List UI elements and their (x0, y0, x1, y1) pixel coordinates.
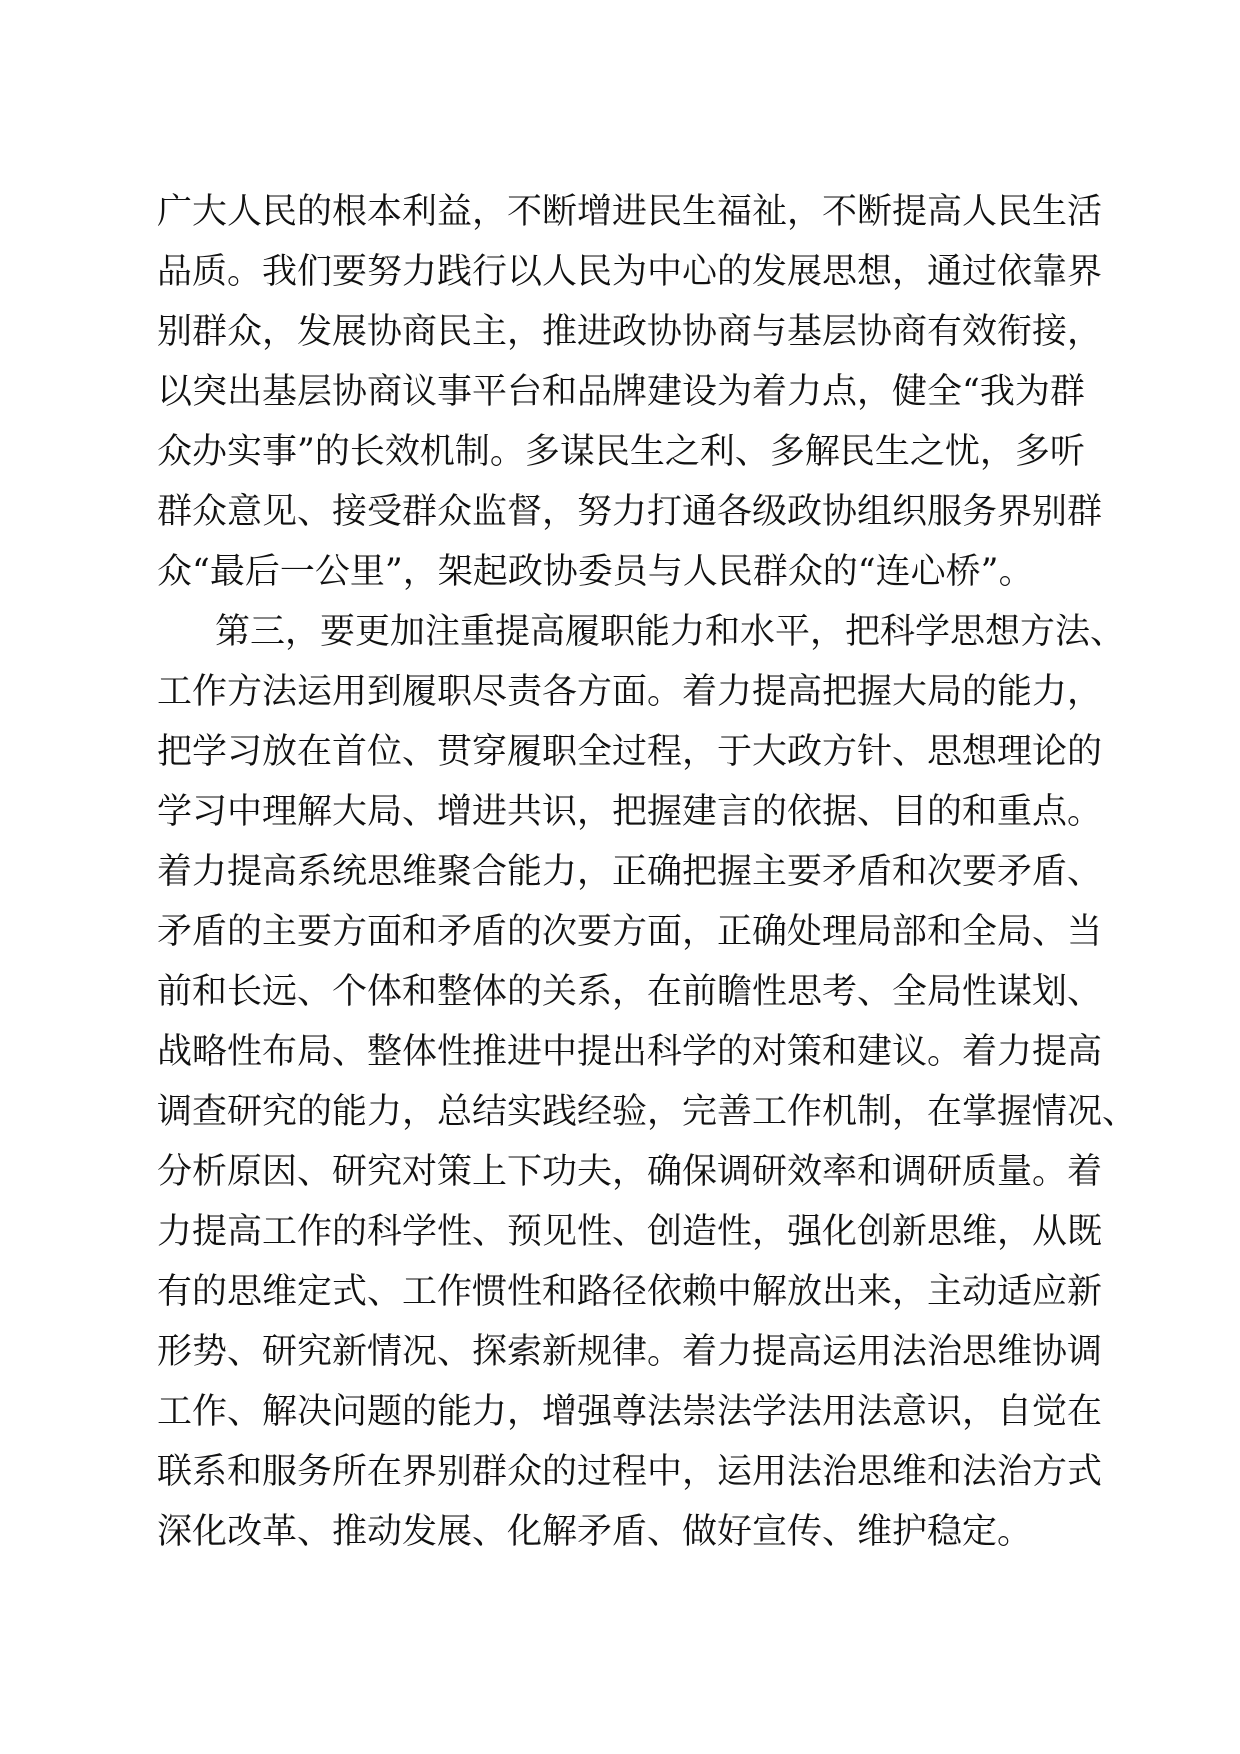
text-line: 有的思维定式、工作惯性和路径依赖中解放出来，主动适应新 (157, 1272, 1103, 1312)
text-line: 众“最后一公里”，架起政协委员与人民群众的“连心桥”。 (157, 552, 1034, 592)
text-line: 群众意见、接受群众监督，努力打通各级政协组织服务界别群 (157, 492, 1103, 532)
text-line: 把学习放在首位、贯穿履职全过程，于大政方针、思想理论的 (157, 732, 1103, 772)
text-line: 工作、解决问题的能力，增强尊法崇法学法用法意识，自觉在 (157, 1392, 1103, 1432)
text-line: 联系和服务所在界别群众的过程中，运用法治思维和法治方式 (157, 1452, 1103, 1492)
text-line: 以突出基层协商议事平台和品牌建设为着力点，健全“我为群 (157, 372, 1085, 412)
text-line: 战略性布局、整体性推进中提出科学的对策和建议。着力提高 (157, 1032, 1103, 1072)
text-line: 着力提高系统思维聚合能力，正确把握主要矛盾和次要矛盾、 (157, 852, 1103, 892)
text-line: 众办实事”的长效机制。多谋民生之利、多解民生之忧，多听 (157, 432, 1085, 472)
text-line: 分析原因、研究对策上下功夫，确保调研效率和调研质量。着 (157, 1152, 1103, 1192)
text-line: 力提高工作的科学性、预见性、创造性，强化创新思维，从既 (157, 1212, 1103, 1252)
text-line: 别群众，发展协商民主，推进政协协商与基层协商有效衔接， (157, 312, 1103, 352)
text-line: 深化改革、推动发展、化解矛盾、做好宣传、维护稳定。 (157, 1512, 1033, 1552)
text-line: 品质。我们要努力践行以人民为中心的发展思想，通过依靠界 (157, 252, 1103, 292)
text-line: 工作方法运用到履职尽责各方面。着力提高把握大局的能力， (157, 672, 1103, 712)
text-line: 调查研究的能力，总结实践经验，完善工作机制，在掌握情况、 (157, 1092, 1138, 1132)
text-line: 形势、研究新情况、探索新规律。着力提高运用法治思维协调 (157, 1332, 1103, 1372)
text-line: 矛盾的主要方面和矛盾的次要方面，正确处理局部和全局、当 (157, 912, 1103, 952)
body-text (157, 182, 1138, 1562)
paragraph-start-line: 第三，要更加注重提高履职能力和水平，把科学思想方法、 (215, 612, 1126, 652)
text-line: 学习中理解大局、增进共识，把握建言的依据、目的和重点。 (157, 792, 1103, 832)
text-line: 广大人民的根本利益，不断增进民生福祉，不断提高人民生活 (157, 192, 1103, 232)
text-line: 前和长远、个体和整体的关系，在前瞻性思考、全局性谋划、 (157, 972, 1103, 1012)
